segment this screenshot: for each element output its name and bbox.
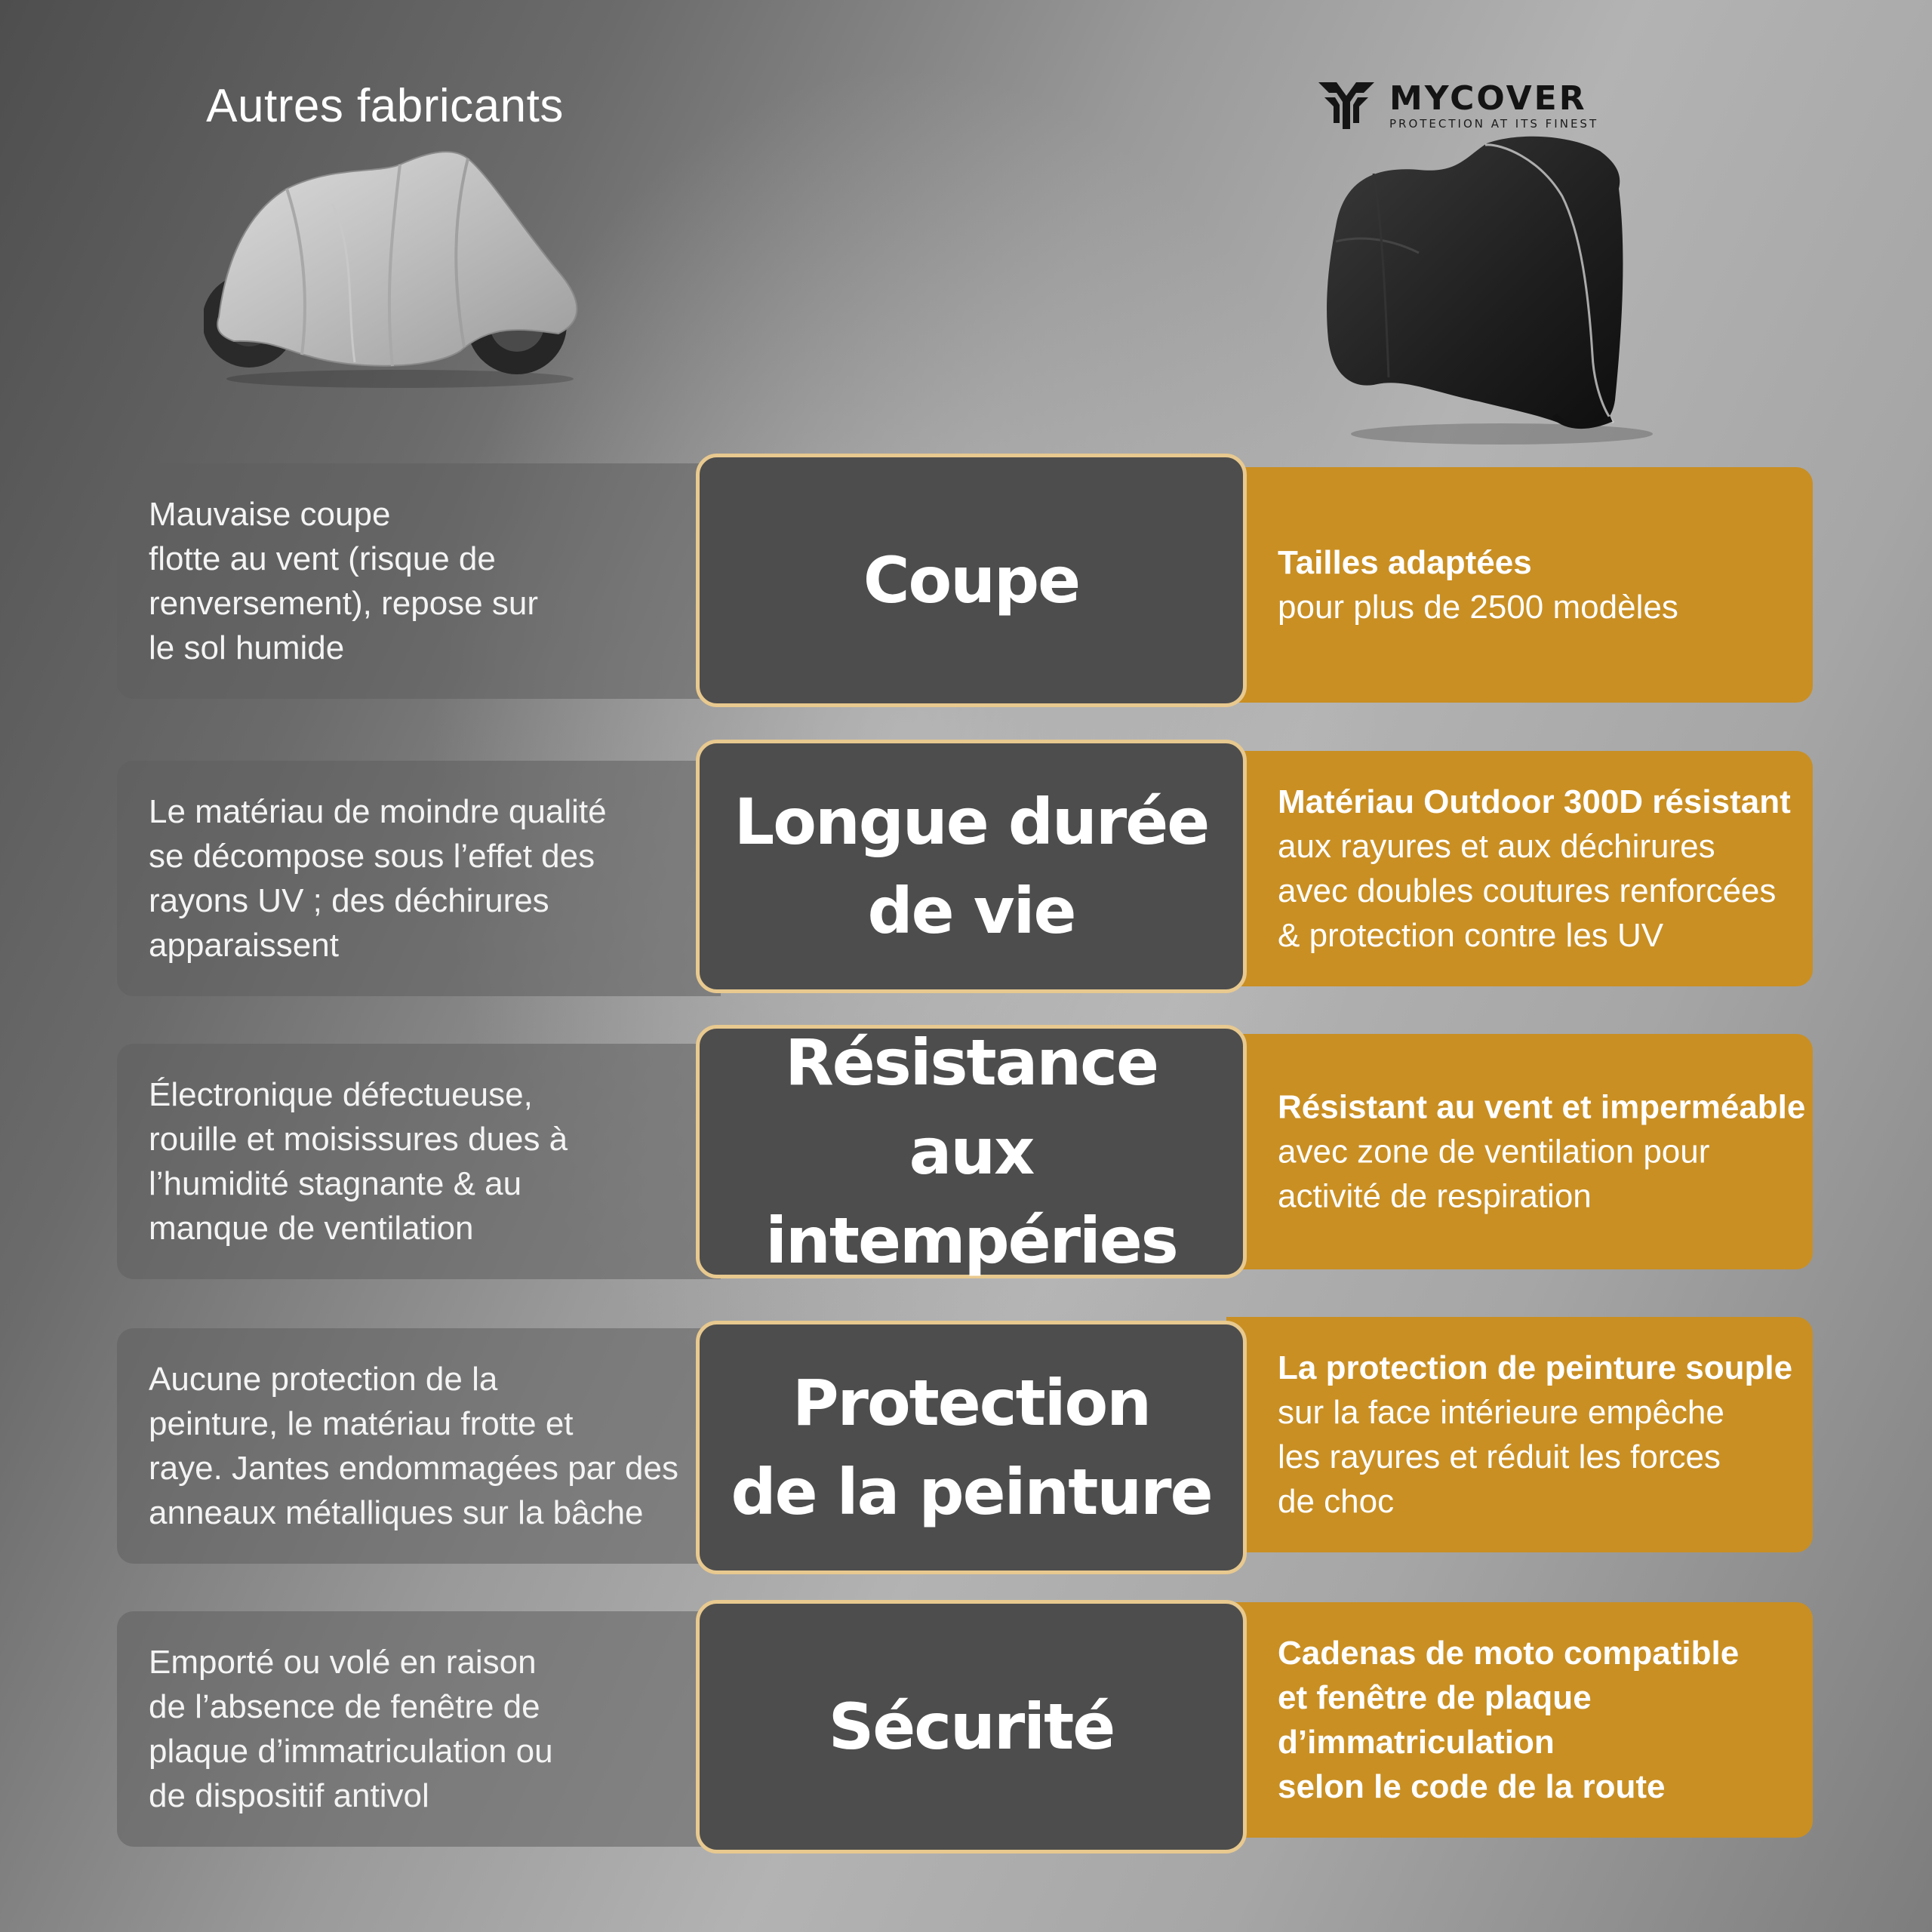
feature-title-box [696,1600,1247,1854]
brand-name: MYCOVER [1389,78,1587,118]
mycover-text: avec zone de ventilation pour activité de respiration [1278,1133,1710,1215]
brand-tagline: PROTECTION AT ITS FINEST [1389,116,1599,131]
mycover-box [1226,1602,1813,1838]
mycover-highlight: Cadenas de moto compatible et fenêtre de plaque d’immatriculation selon le code de la route [1278,1635,1740,1805]
mycover-box [1226,467,1813,703]
mycover-motorcycle-cover-image [1313,128,1660,460]
competitor-box [117,1044,721,1279]
header-left-title: Autres fabricants [206,80,564,132]
competitor-text: Mauvaise coupe flotte au vent (risque de renversement), repose sur le sol humide [149,496,538,666]
mycover-highlight: Matériau Outdoor 300D résistant [1278,783,1791,820]
competitor-box [117,761,721,996]
mycover-text: aux rayures et aux déchirures avec doubles coutures renforcées & protection contre les UV [1278,828,1777,954]
feature-title: Longue durée de vie [734,785,1209,948]
mycover-text: pour plus de 2500 modèles [1278,589,1678,626]
mycover-box [1226,1034,1813,1269]
mycover-box [1226,751,1813,986]
competitor-text: Aucune protection de la peinture, le matériau frotte et raye. Jantes endommagées par des anneaux métalliques sur la bâche [149,1361,678,1531]
feature-title: Protection de la peinture [731,1366,1212,1529]
feature-title-box [696,740,1247,993]
feature-title: Coupe [863,543,1080,617]
feature-title: Sécurité [828,1690,1115,1764]
competitor-box [117,1611,721,1847]
competitor-box [117,463,721,699]
mycover-text: sur la face intérieure empêche les rayures et réduit les forces de choc [1278,1394,1724,1520]
feature-title-box [696,1321,1247,1574]
mycover-highlight: La protection de peinture souple [1278,1349,1793,1386]
mycover-highlight: Résistant au vent et imperméable [1278,1088,1806,1126]
competitor-text: Le matériau de moindre qualité se décompose sous l’effet des rayons UV ; des déchirures apparaissent [149,793,607,964]
feature-title-box [696,1025,1247,1278]
brand-logo-group [1317,79,1598,132]
generic-motorcycle-cover-image [204,143,596,392]
feature-title: Résistance aux intempéries [765,1026,1177,1278]
competitor-text: Électronique défectueuse, rouille et moisissures dues à l’humidité stagnante & au manque de ventilation [149,1076,568,1247]
competitor-box [117,1328,721,1564]
feature-title-box [696,454,1247,707]
mycover-box [1226,1317,1813,1552]
competitor-text: Emporté ou volé en raison de l’absence de fenêtre de plaque d’immatriculation ou de dispositif antivol [149,1644,553,1814]
mycover-logo-icon [1317,79,1376,132]
mycover-highlight: Tailles adaptées [1278,544,1532,581]
